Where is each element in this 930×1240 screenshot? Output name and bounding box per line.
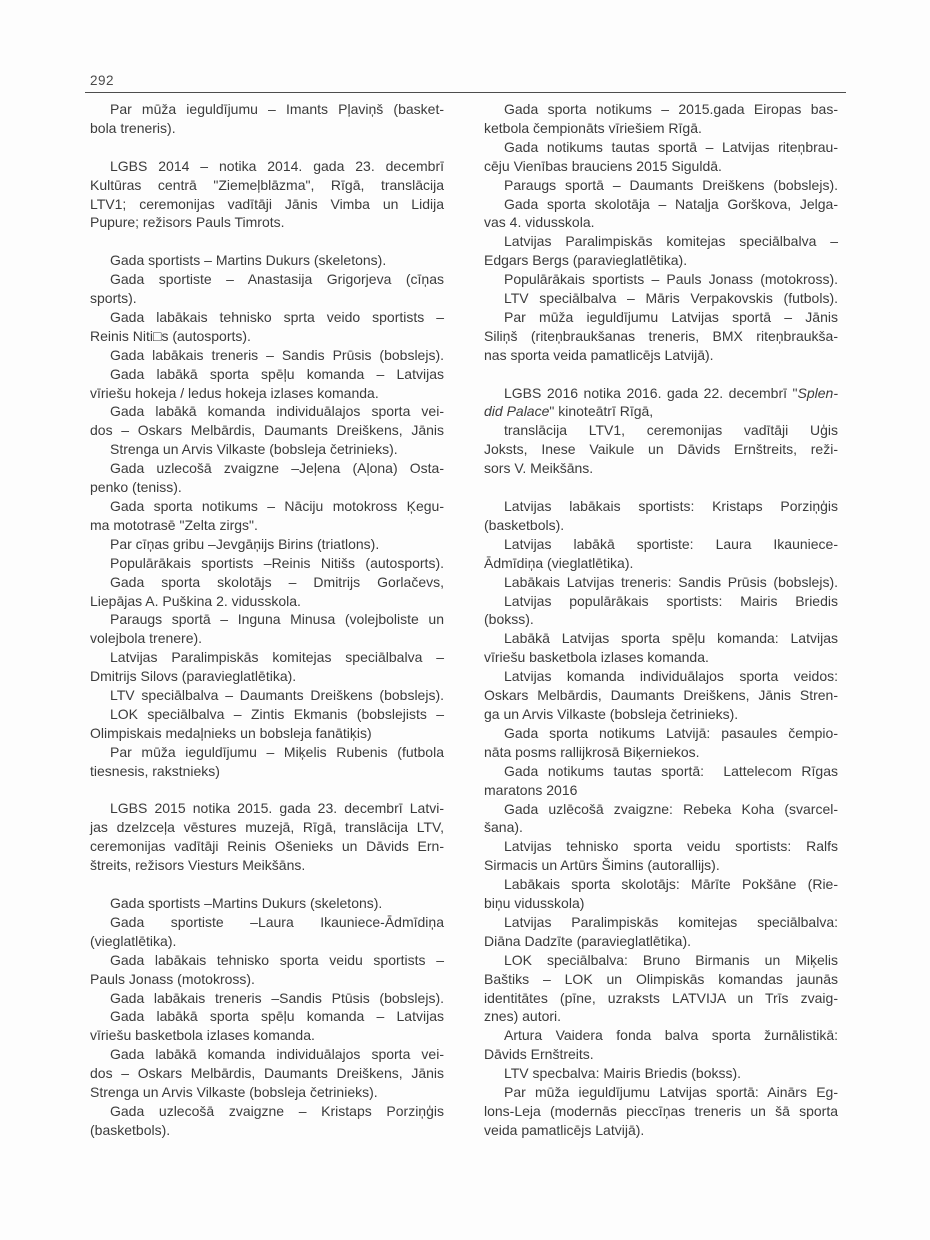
text-line: Gada labākā komanda individuālajos sporta vei- bbox=[110, 403, 444, 420]
text-line: šana). bbox=[484, 819, 523, 836]
paragraph bbox=[484, 308, 838, 365]
text-line: identitātes (pīne, uzraksts LATVIJA un Trīs zvaig- bbox=[484, 989, 838, 1006]
paragraph bbox=[90, 497, 444, 535]
text-line: Par mūža ieguldījumu Latvijas sportā – Jānis bbox=[504, 308, 838, 325]
text-line: Gada labākā sporta spēļu komanda – Latvijas bbox=[110, 1008, 444, 1025]
text-line: lons-Leja (modernās pieccīņas treneris un šā sporta bbox=[484, 1103, 838, 1119]
text-line: LTV1; ceremonijas vadītāji Jānis Vimba un Lidija bbox=[90, 195, 444, 212]
paragraph bbox=[90, 308, 444, 346]
text-line: Gada notikums tautas sportā – Latvijas riteņbrau- bbox=[504, 138, 838, 155]
text-line: volejbola trenere). bbox=[90, 630, 203, 647]
text-line: Artura Vaidera fonda balva sporta žurnālistikā: bbox=[504, 1027, 838, 1044]
paragraph bbox=[90, 270, 444, 308]
text-line: Latvijas labākais sportists: Kristaps Porziņģis bbox=[504, 498, 838, 514]
text-line: Par cīņas gribu –Jevgāņijs Birins (triatlons). bbox=[110, 535, 380, 552]
text-line: Gada sporta skolotājs – Dmitrijs Gorlačevs, bbox=[110, 573, 444, 590]
text-line: LTV specbalva: Mairis Briedis (bokss). bbox=[504, 1065, 742, 1082]
text-line: Dāvids Ernštreits. bbox=[484, 1046, 594, 1063]
paragraph bbox=[90, 440, 444, 459]
text-line: Strenga un Arvis Vilkaste (bobsleja četrinieks). bbox=[90, 1084, 378, 1101]
paragraph bbox=[90, 705, 444, 743]
paragraph bbox=[90, 951, 444, 989]
text-line: LOK speciālbalva – Zintis Ekmanis (bobslejists – bbox=[110, 705, 444, 722]
text-line: Gada sporta notikums – Nāciju motokross Ķegu- bbox=[110, 498, 444, 514]
text-line: Gada notikums tautas sportā: Lattelecom Rīgas bbox=[504, 762, 838, 779]
text-line: štreits, režisors Viesturs Meikšāns. bbox=[90, 857, 306, 874]
text-line: Populārākais sportists – Pauls Jonass (motokross). bbox=[504, 271, 838, 288]
paragraph bbox=[90, 610, 444, 648]
text-line: sors V. Meikšāns. bbox=[484, 460, 594, 477]
text-line: Gada sportiste – Anastasija Grigorjeva (cīņas bbox=[110, 271, 444, 288]
text-line: Edgars Bergs (paravieglatlētika). bbox=[484, 252, 688, 269]
text-line: vas 4. vidusskola. bbox=[484, 214, 595, 231]
paragraph bbox=[484, 535, 838, 573]
text-line: Pupure; režisors Pauls Timrots. bbox=[90, 214, 285, 231]
text-line: Par mūža ieguldījumu – Miķelis Rubenis (futbola bbox=[110, 743, 444, 760]
text-line: dos – Oskars Melbārdis, Daumants Dreiškens, Jānis bbox=[90, 1065, 444, 1082]
text-line: Gada labākais tehnisko sporta veidu sportists – bbox=[110, 951, 444, 968]
text-line: nāta posms rallijkrosā Biķerniekos. bbox=[484, 743, 700, 760]
text-line: Labākais Latvijas treneris: Sandis Prūsis (bobslejs). bbox=[504, 573, 838, 590]
text-line: Populārākais sportists –Reinis Nitišs (autosports). bbox=[110, 554, 444, 571]
text-line: (vieglatlētika). bbox=[90, 932, 177, 949]
text-line: Labākais sporta skolotājs: Mārīte Pokšāne (Rie- bbox=[504, 876, 838, 893]
paragraph bbox=[90, 157, 444, 233]
text-line: Siliņš (riteņbraukšanas treneris, BMX riteņbraukša- bbox=[484, 327, 838, 344]
text-line: Pauls Jonass (motokross). bbox=[90, 970, 255, 987]
text-line: penko (teniss). bbox=[90, 479, 182, 496]
text-line: Olimpiskais medaļnieks un bobsleja fanātiķis) bbox=[90, 724, 372, 741]
text-line: LGBS 2015 notika 2015. gada 23. decembrī Latvi- bbox=[110, 800, 444, 817]
paragraph bbox=[90, 251, 444, 270]
text-line: Gada labākā komanda individuālajos sporta vei- bbox=[110, 1046, 444, 1063]
paragraph bbox=[484, 232, 838, 270]
text-line: Gada sportists –Martins Dukurs (skeletons). bbox=[110, 895, 383, 911]
paragraph bbox=[484, 629, 838, 667]
text-line: Joksts, Inese Vaikule un Dāvids Ernštreits, reži- bbox=[484, 441, 838, 458]
paragraph bbox=[484, 1026, 838, 1064]
paragraph bbox=[484, 100, 838, 138]
text-columns bbox=[85, 100, 845, 1140]
text-line: Strenga un Arvis Vilkaste (bobsleja četrinieks). bbox=[110, 441, 398, 458]
paragraph bbox=[484, 289, 838, 308]
paragraph bbox=[484, 667, 838, 724]
text-line: dos – Oskars Melbārdis, Daumants Dreiškens, Jānis bbox=[90, 422, 444, 439]
paragraph bbox=[90, 535, 444, 554]
paragraph bbox=[90, 743, 444, 781]
text-line: Oskars Melbārdis, Daumants Dreiškens, Jānis Stren- bbox=[484, 687, 838, 704]
text-line: cēju Vienības brauciens 2015 Siguldā. bbox=[484, 157, 722, 174]
text-line: Gada sporta notikums – 2015.gada Eiropas bas- bbox=[504, 101, 838, 117]
text-line: Latvijas tehnisko sporta veidu sportists: Ralfs bbox=[504, 838, 838, 855]
text-line: maratons 2016 bbox=[484, 781, 578, 798]
paragraph bbox=[484, 384, 838, 422]
text-line: Latvijas Paralimpiskās komitejas speciālbalva: bbox=[504, 913, 838, 930]
text-line: tiesnesis, rakstnieks) bbox=[90, 762, 220, 779]
paragraph bbox=[484, 913, 838, 951]
paragraph bbox=[90, 1102, 444, 1140]
text-line: did Palace" kinoteātrī Rīgā, bbox=[484, 403, 654, 420]
text-line: Gada labākais tehnisko sprta veido sportists – bbox=[110, 308, 444, 325]
text-line: sports). bbox=[90, 290, 137, 307]
paragraph bbox=[90, 894, 444, 913]
paragraph bbox=[484, 951, 838, 1027]
text-line: ceremonijas vadītāji Reinis Ošenieks un Dāvids Ern- bbox=[90, 838, 444, 855]
text-line: Labākā Latvijas sporta spēļu komanda: Latvijas bbox=[504, 630, 838, 647]
paragraph bbox=[90, 989, 444, 1008]
text-line: ma mototrasē "Zelta zirgs". bbox=[90, 516, 258, 533]
text-line: Gada sporta skolotāja – Nataļja Gorškova, Jelga- bbox=[504, 195, 838, 212]
text-line: (basketbols). bbox=[90, 1121, 171, 1138]
text-line: Gada sportists – Martins Dukurs (skeletons). bbox=[110, 252, 387, 269]
text-line: Paraugs sportā – Daumants Dreiškens (bobslejs). bbox=[504, 176, 838, 193]
text-line: (bokss). bbox=[484, 611, 534, 628]
text-line: nas sporta veida pamatlicējs Latvijā). bbox=[484, 346, 714, 363]
paragraph bbox=[484, 762, 838, 800]
text-line: Par mūža ieguldījumu Latvijas sportā: Ainārs Eg- bbox=[504, 1084, 838, 1101]
text-line: vīriešu basketbola izlases komanda. bbox=[484, 649, 709, 666]
text-line: vīriešu basketbola izlases komanda. bbox=[90, 1027, 315, 1044]
text-line: (basketbols). bbox=[484, 516, 565, 533]
paragraph bbox=[90, 686, 444, 705]
text-line: ga un Arvis Vilkaste (bobsleja četrinieks). bbox=[484, 705, 739, 722]
text-line: Reinis Niti□s (autosports). bbox=[90, 327, 251, 344]
paragraph bbox=[484, 800, 838, 838]
paragraph bbox=[484, 270, 838, 289]
text-line: LGBS 2014 – notika 2014. gada 23. decembrī bbox=[110, 157, 444, 174]
paragraph bbox=[484, 497, 838, 535]
text-line: Dmitrijs Silovs (paravieglatlētika). bbox=[90, 668, 297, 685]
paragraph bbox=[484, 176, 838, 195]
text-line: bola treneris). bbox=[90, 119, 176, 136]
paragraph-gap bbox=[90, 138, 444, 157]
paragraph bbox=[90, 648, 444, 686]
text-line: Liepājas A. Puškina 2. vidusskola. bbox=[90, 592, 301, 609]
text-line: Latvijas Paralimpiskās komitejas speciālbalva – bbox=[504, 233, 838, 250]
page-number: 292 bbox=[90, 73, 115, 88]
text-line: jas dzelzceļa vēstures muzejā, Rīgā, translācija LTV, bbox=[90, 819, 444, 836]
page-header bbox=[85, 73, 845, 93]
paragraph bbox=[484, 573, 838, 592]
right-column bbox=[484, 100, 838, 1140]
text-line: Baštiks – LOK un Olimpiskās komandas jaunās bbox=[484, 970, 838, 987]
paragraph bbox=[90, 573, 444, 611]
paragraph bbox=[484, 421, 838, 478]
text-line: Latvijas Paralimpiskās komitejas speciālbalva – bbox=[110, 649, 444, 666]
text-line: Gada uzlēcošā zvaigzne: Rebeka Koha (svarcel- bbox=[504, 800, 838, 817]
text-line: translācija LTV1, ceremonijas vadītāji Uģis bbox=[504, 422, 838, 439]
header-rule bbox=[85, 92, 846, 93]
text-line: Latvijas labākā sportiste: Laura Ikauniece- bbox=[504, 535, 838, 552]
paragraph bbox=[484, 1083, 838, 1140]
text-line: Par mūža ieguldījumu – Imants Pļaviņš (basket- bbox=[110, 101, 444, 117]
paragraph bbox=[90, 1007, 444, 1045]
paragraph-gap bbox=[484, 365, 838, 384]
paragraph-gap bbox=[90, 232, 444, 251]
text-line: veida pamatlicējs Latvijā). bbox=[484, 1121, 645, 1138]
paragraph bbox=[90, 913, 444, 951]
paragraph bbox=[90, 346, 444, 365]
text-line: LTV speciālbalva – Māris Verpakovskis (futbols). bbox=[504, 290, 838, 307]
paragraph bbox=[484, 875, 838, 913]
paragraph bbox=[90, 365, 444, 403]
text-line: Latvijas komanda individuālajos sporta veidos: bbox=[504, 668, 838, 685]
paragraph bbox=[90, 554, 444, 573]
text-line: Latvijas populārākais sportists: Mairis Briedis bbox=[504, 592, 838, 609]
paragraph bbox=[484, 724, 838, 762]
paragraph bbox=[484, 138, 838, 176]
paragraph bbox=[90, 459, 444, 497]
paragraph bbox=[484, 837, 838, 875]
text-line: Gada sporta notikums Latvijā: pasaules čempio- bbox=[504, 724, 838, 741]
text-line: biņu vidusskola) bbox=[484, 895, 585, 912]
paragraph bbox=[90, 799, 444, 875]
paragraph bbox=[90, 402, 444, 440]
text-line: Gada uzlecošā zvaigzne – Kristaps Porziņģis bbox=[110, 1102, 444, 1119]
text-line: ketbola čempionāts vīriešiem Rīgā. bbox=[484, 119, 702, 136]
text-line: Kultūras centrā "Ziemeļblāzma", Rīgā, translācija bbox=[90, 176, 444, 193]
left-column bbox=[90, 100, 444, 1140]
paragraph-gap bbox=[90, 875, 444, 894]
paragraph bbox=[90, 100, 444, 138]
text-line: Gada uzlecošā zvaigzne –Jeļena (Aļona) Osta- bbox=[110, 460, 444, 477]
text-line: Ādmīdiņa (vieglatlētika). bbox=[484, 554, 634, 571]
text-line: Gada sportiste –Laura Ikauniece-Ādmīdiņa bbox=[110, 913, 444, 930]
text-line: Paraugs sportā – Inguna Minusa (volejboliste un bbox=[110, 611, 444, 628]
text-line: Gada labākais treneris –Sandis Ptūsis (bobslejs). bbox=[110, 989, 444, 1006]
text-line: LGBS 2016 notika 2016. gada 22. decembrī "Splen- bbox=[504, 384, 838, 401]
text-line: LOK speciālbalva: Bruno Birmanis un Miķelis bbox=[504, 951, 838, 968]
text-line: Diāna Dadzīte (paravieglatlētika). bbox=[484, 932, 691, 949]
text-line: Sirmacis un Artūrs Šimins (autorallijs). bbox=[484, 857, 720, 874]
text-line: vīriešu hokeja / ledus hokeja izlases komanda. bbox=[90, 384, 379, 401]
paragraph bbox=[484, 592, 838, 630]
text-line: Gada labākā sporta spēļu komanda – Latvijas bbox=[110, 365, 444, 382]
paragraph-gap bbox=[484, 478, 838, 497]
paragraph bbox=[484, 195, 838, 233]
paragraph-gap bbox=[90, 781, 444, 800]
text-line: znes) autori. bbox=[484, 1008, 562, 1025]
text-line: LTV speciālbalva – Daumants Dreiškens (bobslejs). bbox=[110, 687, 444, 704]
paragraph bbox=[90, 1045, 444, 1102]
text-line: Gada labākais treneris – Sandis Prūsis (bobslejs). bbox=[110, 346, 444, 363]
paragraph bbox=[484, 1064, 838, 1083]
